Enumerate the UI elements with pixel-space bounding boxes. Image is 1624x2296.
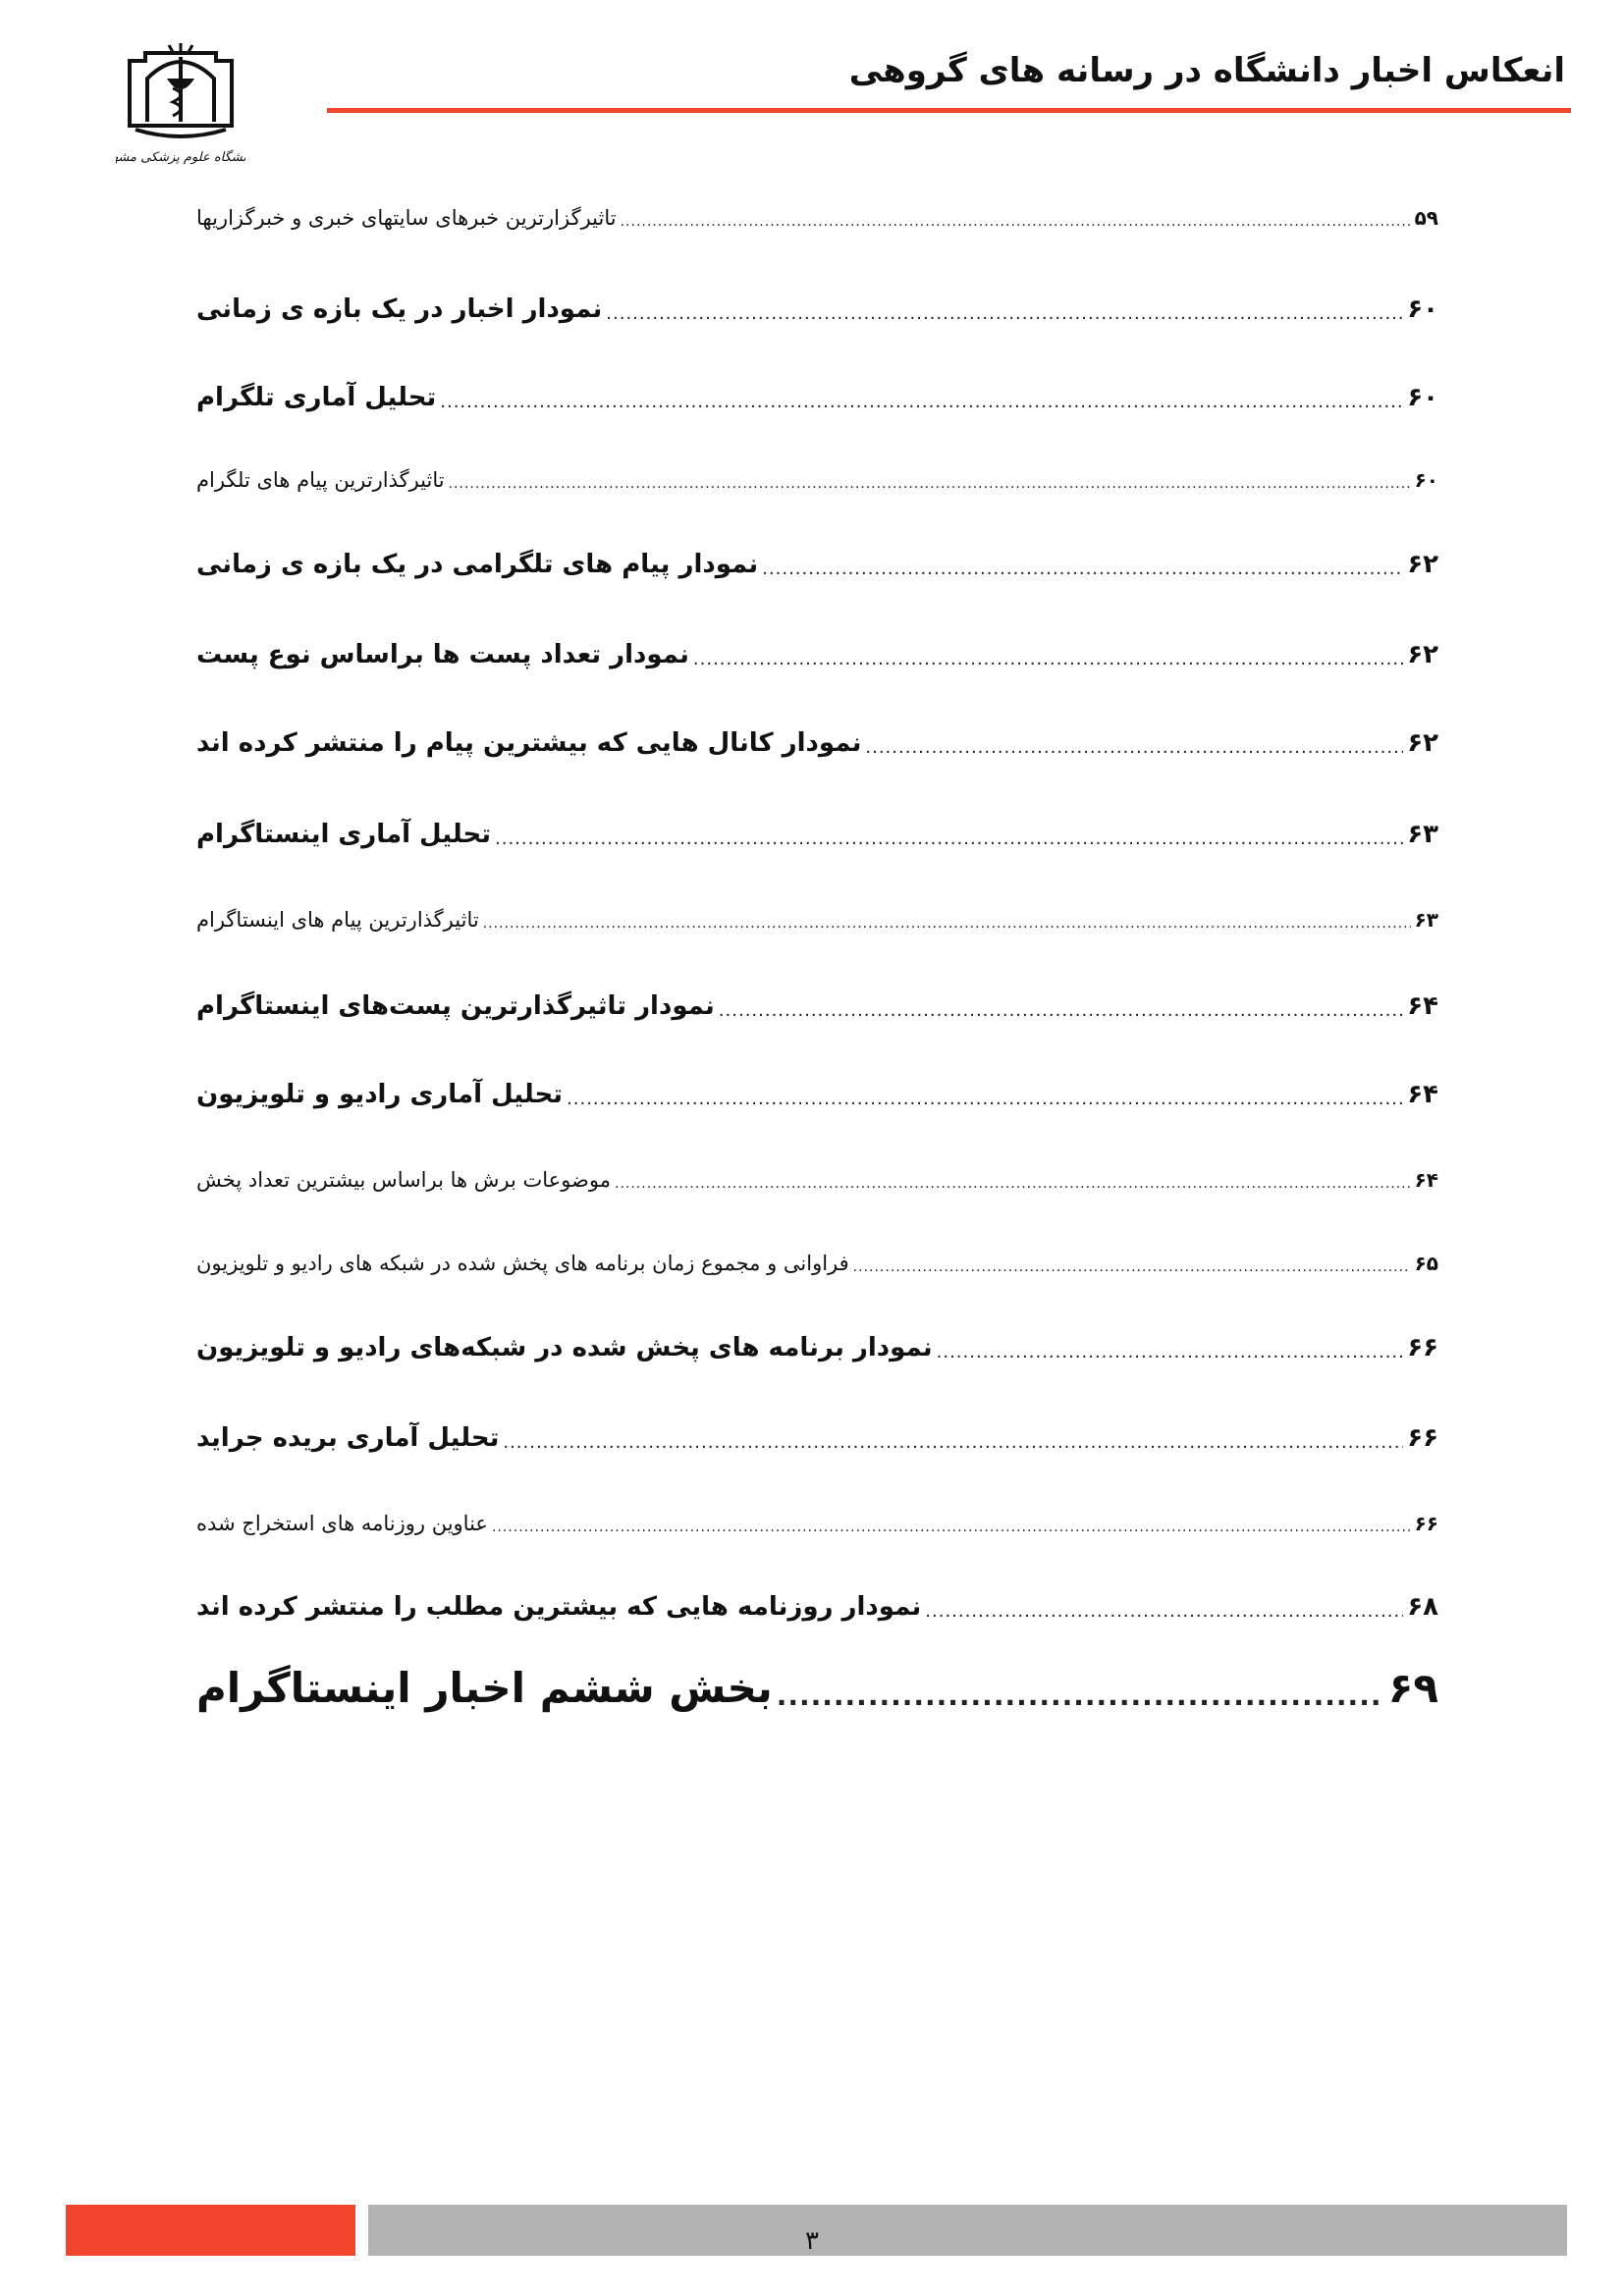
toc-leader-dots (492, 1520, 1411, 1535)
toc-entry-title: موضوعات برش ها براساس بیشترین تعداد پخش (196, 1168, 611, 1192)
page-number: ۳ (805, 2226, 819, 2256)
toc-entry-title: عناوین روزنامه های استخراج شده (196, 1512, 488, 1535)
toc-entry[interactable] (196, 1080, 1438, 1109)
toc-leader-dots (719, 1000, 1403, 1021)
toc-entry-title: نمودار اخبار در یک بازه ی زمانی (196, 294, 603, 324)
toc-entry-page: ۶۳ (1414, 908, 1438, 932)
toc-entry-title: نمودار تاثیرگذارترین پست‌های اینستاگرام (196, 991, 715, 1021)
toc-entry-page: ۶۵ (1414, 1252, 1438, 1275)
toc-leader-dots (621, 214, 1411, 230)
toc-entry[interactable] (196, 383, 1438, 412)
toc-entry[interactable] (196, 1423, 1438, 1453)
toc-entry[interactable] (196, 1333, 1438, 1362)
toc-leader-dots (865, 737, 1403, 758)
toc-entry-page: ۶۸ (1407, 1592, 1438, 1622)
toc-entry-title: فراوانی و مجموع زمان برنامه های پخش شده در شبکه های رادیو و تلویزیون (196, 1252, 849, 1275)
toc-entry-page: ۶۲ (1407, 728, 1438, 758)
toc-leader-dots (937, 1342, 1404, 1362)
toc-entry-page: ۶۶ (1407, 1423, 1438, 1453)
toc-entry[interactable] (196, 820, 1438, 849)
university-emblem-icon (116, 39, 245, 167)
toc-entry-title: نمودار روزنامه هایی که بیشترین مطلب را منتشر کرده اند (196, 1592, 922, 1622)
toc-entry-title: تاثیرگذارترین پیام های اینستاگرام (196, 908, 479, 932)
toc-entry-page: ۶۲ (1407, 640, 1438, 669)
toc-leader-dots (925, 1601, 1403, 1622)
toc-entry[interactable] (196, 550, 1438, 579)
toc-entry-page: ۵۹ (1414, 206, 1438, 230)
toc-entry-page: ۶۲ (1407, 550, 1438, 579)
logo-caption: شگاه علوم پزشکی مش (118, 150, 244, 165)
toc-entry-page: ۶۴ (1407, 991, 1438, 1021)
toc-leader-dots (762, 559, 1403, 579)
toc-entry[interactable] (196, 728, 1438, 758)
toc-entry-title: تحلیل آماری رادیو و تلویزیون (196, 1080, 564, 1109)
toc-entry-title: بخش ششم اخبار اینستاگرام (196, 1664, 773, 1712)
toc-leader-dots (606, 303, 1403, 324)
table-of-contents (196, 187, 1438, 1777)
document-title: انعکاس اخبار دانشگاه در رسانه های گروهی (848, 51, 1565, 90)
toc-entry[interactable] (196, 640, 1438, 669)
toc-entry-title: تحلیل آماری بریده جراید (196, 1423, 500, 1453)
toc-entry-title: نمودار تعداد پست ها براساس نوع پست (196, 640, 689, 669)
toc-entry-page: ۶۴ (1407, 1080, 1438, 1109)
toc-entry[interactable] (196, 1664, 1438, 1712)
toc-entry-page: ۶۰ (1407, 294, 1438, 324)
toc-entry[interactable] (196, 908, 1438, 932)
toc-entry-title: نمودار پیام های تلگرامی در یک بازه ی زمانی (196, 550, 759, 579)
toc-leader-dots (483, 916, 1411, 932)
toc-entry-title: تحلیل آماری تلگرام (196, 383, 437, 412)
toc-entry-page: ۶۰ (1407, 383, 1438, 412)
header-divider (327, 108, 1571, 113)
toc-entry[interactable] (196, 1252, 1438, 1275)
toc-entry[interactable] (196, 468, 1438, 492)
toc-leader-dots (693, 649, 1403, 669)
toc-entry-page: ۶۶ (1414, 1512, 1438, 1535)
toc-entry-page: ۶۹ (1387, 1664, 1438, 1712)
toc-entry-page: ۶۰ (1414, 468, 1438, 492)
toc-leader-dots (495, 828, 1403, 849)
toc-entry[interactable] (196, 1592, 1438, 1622)
toc-entry[interactable] (196, 294, 1438, 324)
toc-entry-title: تاثیرگزارترین خبرهای سایتهای خبری و خبرگزاریها (196, 206, 617, 230)
toc-leader-dots (777, 1680, 1384, 1712)
toc-leader-dots (440, 392, 1403, 412)
toc-leader-dots (449, 476, 1411, 492)
toc-entry-page: ۶۶ (1407, 1333, 1438, 1362)
toc-entry[interactable] (196, 206, 1438, 230)
university-logo (116, 39, 245, 167)
toc-entry[interactable] (196, 1512, 1438, 1535)
toc-entry-title: تحلیل آماری اینستاگرام (196, 820, 491, 849)
toc-entry[interactable] (196, 991, 1438, 1021)
toc-leader-dots (853, 1259, 1411, 1275)
toc-entry-title: نمودار کانال هایی که بیشترین پیام را منتشر کرده اند (196, 728, 862, 758)
toc-entry[interactable] (196, 1168, 1438, 1192)
toc-entry-page: ۶۴ (1414, 1168, 1438, 1192)
toc-leader-dots (567, 1089, 1403, 1109)
toc-leader-dots (503, 1432, 1403, 1453)
toc-entry-title: نمودار برنامه های پخش شده در شبکه‌های رادیو و تلویزیون (196, 1333, 933, 1362)
toc-entry-page: ۶۳ (1407, 820, 1438, 849)
toc-entry-title: تاثیرگذارترین پیام های تلگرام (196, 468, 445, 492)
toc-leader-dots (615, 1176, 1411, 1192)
